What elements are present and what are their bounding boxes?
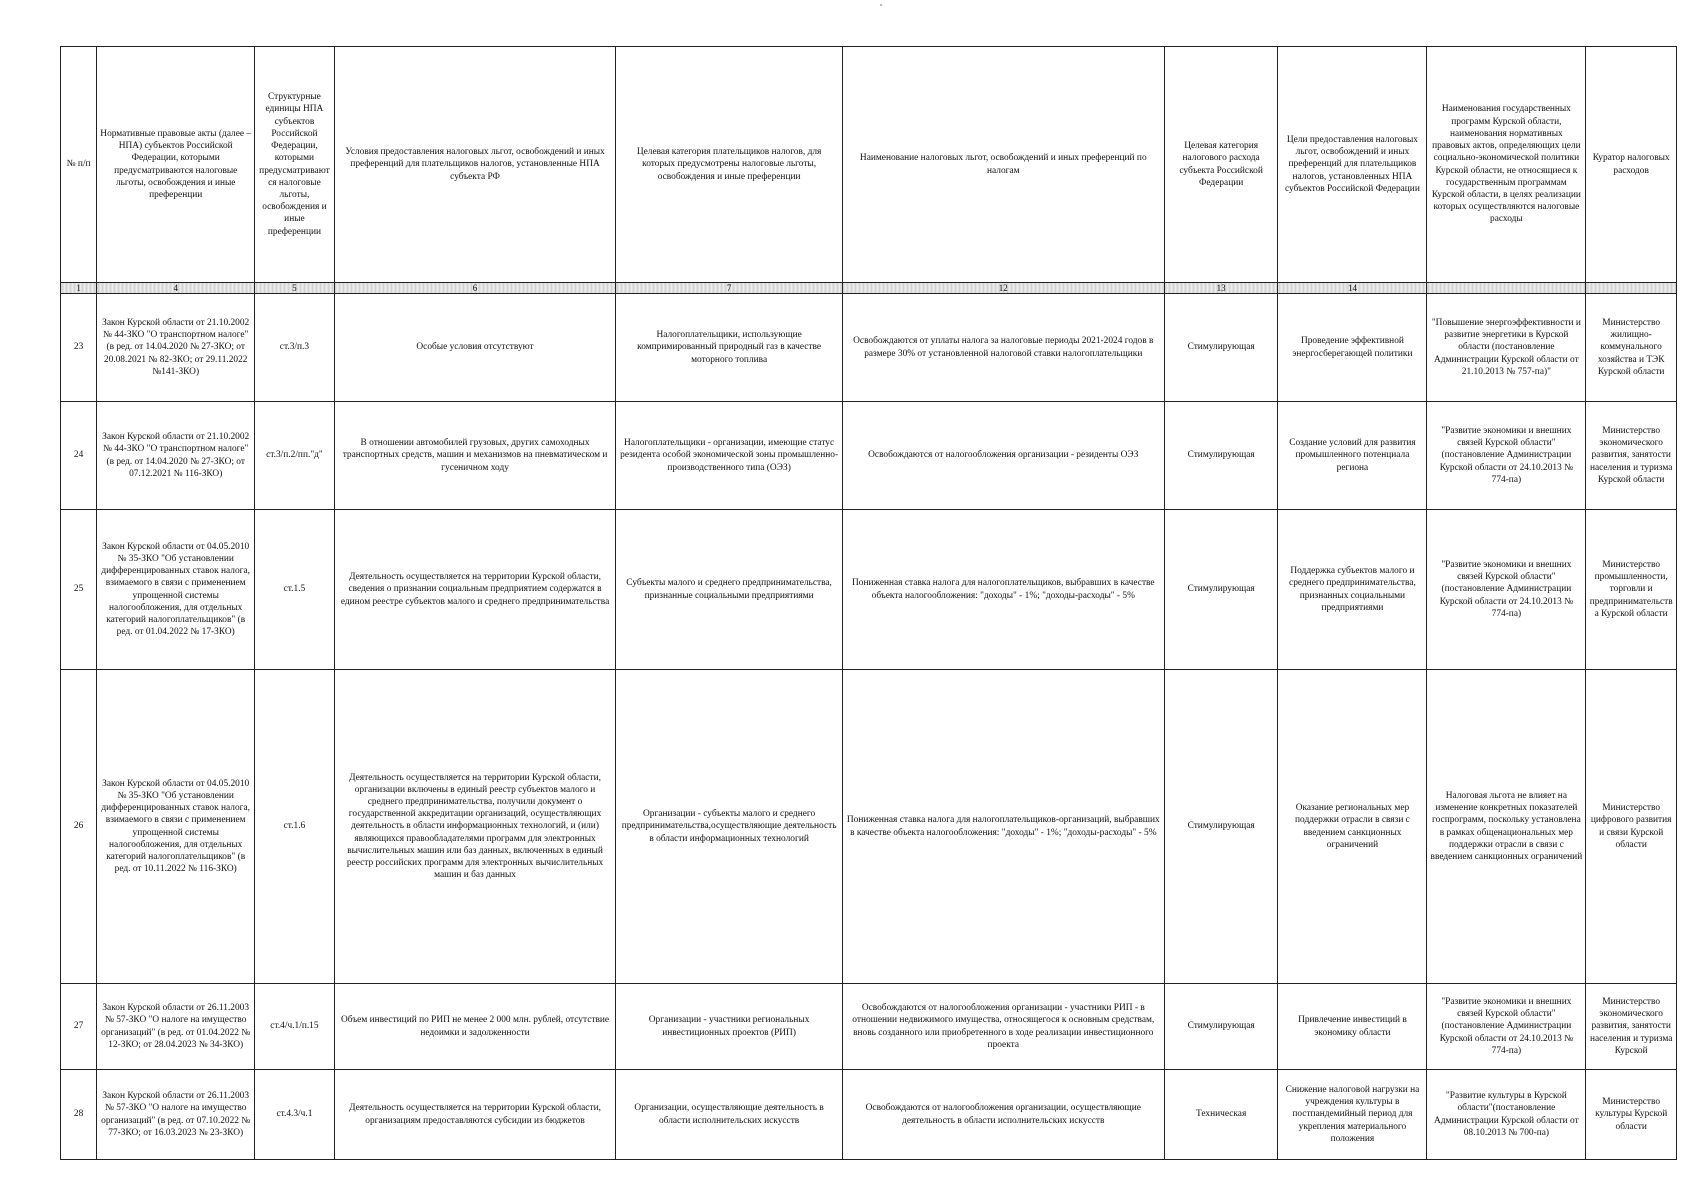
row-programs: "Развитие культуры в Курской области"(постановление Администрации Курской области от 08.10.2013 № 700-па) <box>1427 1070 1586 1160</box>
row-name: Освобождаются от уплаты налога за налоговые периоды 2021-2024 годов в размере 30% от установленной налоговой ставки налогоплательщики <box>842 294 1164 402</box>
row-target: Стимулирующая <box>1164 670 1278 984</box>
row-conditions: Объем инвестиций по РИП не менее 2 000 млн. рублей, отсутствие недоимки и задолженности <box>334 984 616 1070</box>
column-number: 14 <box>1278 283 1427 294</box>
header-target: Целевая категория налогового расхода субъекта Российской Федерации <box>1164 47 1278 283</box>
header-goals: Цели предоставления налоговых льгот, освобождений и иных преференций для плательщиков налогов, установленных НПА субъектов Российской Федерации <box>1278 47 1427 283</box>
table-row <box>61 294 1677 402</box>
column-number: 12 <box>842 283 1164 294</box>
tax-expenditure-table <box>60 46 1677 1160</box>
row-name: Освобождаются от налогообложения организации - участники РИП - в отношении недвижимого имущества, относящегося к основным средствам, вновь созданного или приобретенного в ходе реализации инвестиционного проекта <box>842 984 1164 1070</box>
column-number: 5 <box>255 283 334 294</box>
row-act: Закон Курской области от 21.10.2002 № 44-ЗКО "О транспортном налоге" (в ред. от 14.04.2020 № 27-ЗКО; от 07.12.2021 № 116-ЗКО) <box>97 402 255 510</box>
row-unit: ст.1.6 <box>255 670 334 984</box>
row-programs: "Повышение энергоэффективности и развитие энергетики в Курской области (постановление Администрации Курской области от 21.10.2013 № 757-па)" <box>1427 294 1586 402</box>
row-category: Организации - субъекты малого и среднего предпринимательства,осуществляющие деятельность в области информационных технологий <box>616 670 842 984</box>
row-unit: ст.1.5 <box>255 510 334 670</box>
column-number: 1 <box>61 283 97 294</box>
row-curator: Министерство экономического развития, занятости населения и туризма Курской области <box>1586 402 1677 510</box>
row-act: Закон Курской области от 26.11.2003 № 57-ЗКО "О налоге на имущество организаций" (в ред. от 01.04.2022 № 12-ЗКО; от 28.04.2023 № 34-ЗКО) <box>97 984 255 1070</box>
header-act: Нормативные правовые акты (далее – НПА) субъектов Российской Федерации, которыми предусматриваются налоговые льготы, освобождения и иные преференции <box>97 47 255 283</box>
row-curator: Министерство экономического развития, занятости населения и туризма Курской <box>1586 984 1677 1070</box>
column-number: 13 <box>1164 283 1278 294</box>
row-curator: Министерство жилищно-коммунального хозяйства и ТЭК Курской области <box>1586 294 1677 402</box>
row-unit: ст.4/ч.1/п.15 <box>255 984 334 1070</box>
table-row <box>61 984 1677 1070</box>
row-category: Организации, осуществляющие деятельность в области исполнительских искусств <box>616 1070 842 1160</box>
row-category: Организации - участники региональных инвестиционных проектов (РИП) <box>616 984 842 1070</box>
row-goals: Оказание региональных мер поддержки отрасли в связи с введением санкционных ограничений <box>1278 670 1427 984</box>
header-conditions: Условия предоставления налоговых льгот, освобождений и иных преференций для плательщиков налогов, установленные НПА субъекта РФ <box>334 47 616 283</box>
header-row <box>61 47 1677 283</box>
header-unit: Структурные единицы НПА субъектов Российской Федерации, которыми предусматриваются налоговые льготы, освобождения и иные преференции <box>255 47 334 283</box>
row-conditions: Деятельность осуществляется на территории Курской области, сведения о признании социальным предприятием содержатся в едином реестре субъектов малого и среднего предпринимательства <box>334 510 616 670</box>
row-programs: Налоговая льгота не влияет на изменение конкретных показателей госпрограмм, поскольку установлена в рамках общенациональных мер поддержки отрасли в связи с введением санкционных ограничений <box>1427 670 1586 984</box>
tax-expenditure-document <box>60 46 1677 1160</box>
row-act: Закон Курской области от 04.05.2010 № 35-ЗКО "Об установлении дифференцированных ставок налога, взимаемого в связи с применением упрощенной системы налогообложения, для отдельных категорий налогоплательщиков" (в ред. от 10.11.2022 № 116-ЗКО) <box>97 670 255 984</box>
row-programs: "Развитие экономики и внешних связей Курской области" (постановление Администрации Курской области от 24.10.2013 № 774-па) <box>1427 402 1586 510</box>
table-row <box>61 1070 1677 1160</box>
row-goals: Снижение налоговой нагрузки на учреждения культуры в постпандемийный период для укрепления материального положения <box>1278 1070 1427 1160</box>
column-number <box>1427 283 1586 294</box>
column-number-row <box>61 283 1677 294</box>
row-programs: "Развитие экономики и внешних связей Курской области" (постановление Администрации Курской области от 24.10.2013 № 774-па) <box>1427 510 1586 670</box>
row-name: Освобождаются от налогообложения организации - резиденты ОЭЗ <box>842 402 1164 510</box>
row-category: Налогоплательщики - организации, имеющие статус резидента особой экономической зоны промышленно-производственного типа (ОЭЗ) <box>616 402 842 510</box>
row-conditions: Деятельность осуществляется на территории Курской области, организациям предоставляются субсидии из бюджетов <box>334 1070 616 1160</box>
row-goals: Создание условий для развития промышленного потенциала региона <box>1278 402 1427 510</box>
header-curator: Куратор налоговых расходов <box>1586 47 1677 283</box>
row-act: Закон Курской области от 04.05.2010 № 35-ЗКО "Об установлении дифференцированных ставок налога, взимаемого в связи с применением упрощенной системы налогообложения, для отдельных категорий налогоплательщиков" (в ред. от 01.04.2022 № 17-ЗКО) <box>97 510 255 670</box>
row-num: 24 <box>61 402 97 510</box>
row-num: 25 <box>61 510 97 670</box>
table-row <box>61 402 1677 510</box>
row-category: Субъекты малого и среднего предпринимательства, признанные социальными предприятиями <box>616 510 842 670</box>
header-programs: Наименования государственных программ Курской области, наименования нормативных правовых актов, определяющих цели социально-экономической политики Курской области, не относящиеся к государственным программам Курской области, в целях реализации которых осуществляются налоговые расходы <box>1427 47 1586 283</box>
row-goals: Поддержка субъектов малого и среднего предпринимательства, признанных социальными предприятиями <box>1278 510 1427 670</box>
table-row <box>61 510 1677 670</box>
row-programs: "Развитие экономики и внешних связей Курской области" (постановление Администрации Курской области от 24.10.2013 № 774-па) <box>1427 984 1586 1070</box>
row-conditions: В отношении автомобилей грузовых, других самоходных транспортных средств, машин и механизмов на пневматическом и гусеничном ходу <box>334 402 616 510</box>
row-unit: ст.3/п.2/пп."д" <box>255 402 334 510</box>
row-target: Техническая <box>1164 1070 1278 1160</box>
row-conditions: Особые условия отсутствуют <box>334 294 616 402</box>
row-target: Стимулирующая <box>1164 984 1278 1070</box>
column-number: 7 <box>616 283 842 294</box>
row-act: Закон Курской области от 26.11.2003 № 57-ЗКО "О налоге на имущество организаций" (в ред. от 07.10.2022 № 77-ЗКО; от 16.03.2023 № 23-ЗКО) <box>97 1070 255 1160</box>
row-curator: Министерство цифрового развития и связи Курской области <box>1586 670 1677 984</box>
row-unit: ст.3/п.3 <box>255 294 334 402</box>
row-curator: Министерство промышленности, торговли и предпринимательства Курской области <box>1586 510 1677 670</box>
row-act: Закон Курской области от 21.10.2002 № 44-ЗКО "О транспортном налоге" (в ред. от 14.04.2020 № 27-ЗКО; от 20.08.2021 № 82-ЗКО; от 29.11.2022 №141-ЗКО) <box>97 294 255 402</box>
row-conditions: Деятельность осуществляется на территории Курской области, организации включены в единый реестр субъектов малого и среднего предпринимательства, получили документ о государственной аккредитации организаций, осуществляющих деятельность в области информационных технологий, и (или) являющихся правообладателями программ для электронных вычислительных машин или баз данных, включенных в единый реестр российских программ для электронных вычислительных машин и баз данных <box>334 670 616 984</box>
row-num: 26 <box>61 670 97 984</box>
header-num: № п/п <box>61 47 97 283</box>
row-target: Стимулирующая <box>1164 294 1278 402</box>
header-name: Наименование налоговых льгот, освобождений и иных преференций по налогам <box>842 47 1164 283</box>
row-goals: Проведение эффективной энергосберегающей политики <box>1278 294 1427 402</box>
row-target: Стимулирующая <box>1164 402 1278 510</box>
column-number: 4 <box>97 283 255 294</box>
row-target: Стимулирующая <box>1164 510 1278 670</box>
row-goals: Привлечение инвестиций в экономику области <box>1278 984 1427 1070</box>
column-number <box>1586 283 1677 294</box>
row-num: 23 <box>61 294 97 402</box>
header-category: Целевая категория плательщиков налогов, для которых предусмотрены налоговые льготы, освобождения и иные преференции <box>616 47 842 283</box>
scan-speck <box>880 4 882 6</box>
table-row <box>61 670 1677 984</box>
row-name: Пониженная ставка налога для налогоплательщиков-организаций, выбравших в качестве объекта налогообложения: "доходы" - 1%; "доходы-расходы" - 5% <box>842 670 1164 984</box>
row-num: 27 <box>61 984 97 1070</box>
row-num: 28 <box>61 1070 97 1160</box>
row-name: Пониженная ставка налога для налогоплательщиков, выбравших в качестве объекта налогообложения: "доходы" - 1%; "доходы-расходы" - 5% <box>842 510 1164 670</box>
row-curator: Министерство культуры Курской области <box>1586 1070 1677 1160</box>
column-number: 6 <box>334 283 616 294</box>
row-name: Освобождаются от налогообложения организации, осуществляющие деятельность в области исполнительских искусств <box>842 1070 1164 1160</box>
row-unit: ст.4.3/ч.1 <box>255 1070 334 1160</box>
row-category: Налогоплательщики, использующие компримированный природный газ в качестве моторного топлива <box>616 294 842 402</box>
